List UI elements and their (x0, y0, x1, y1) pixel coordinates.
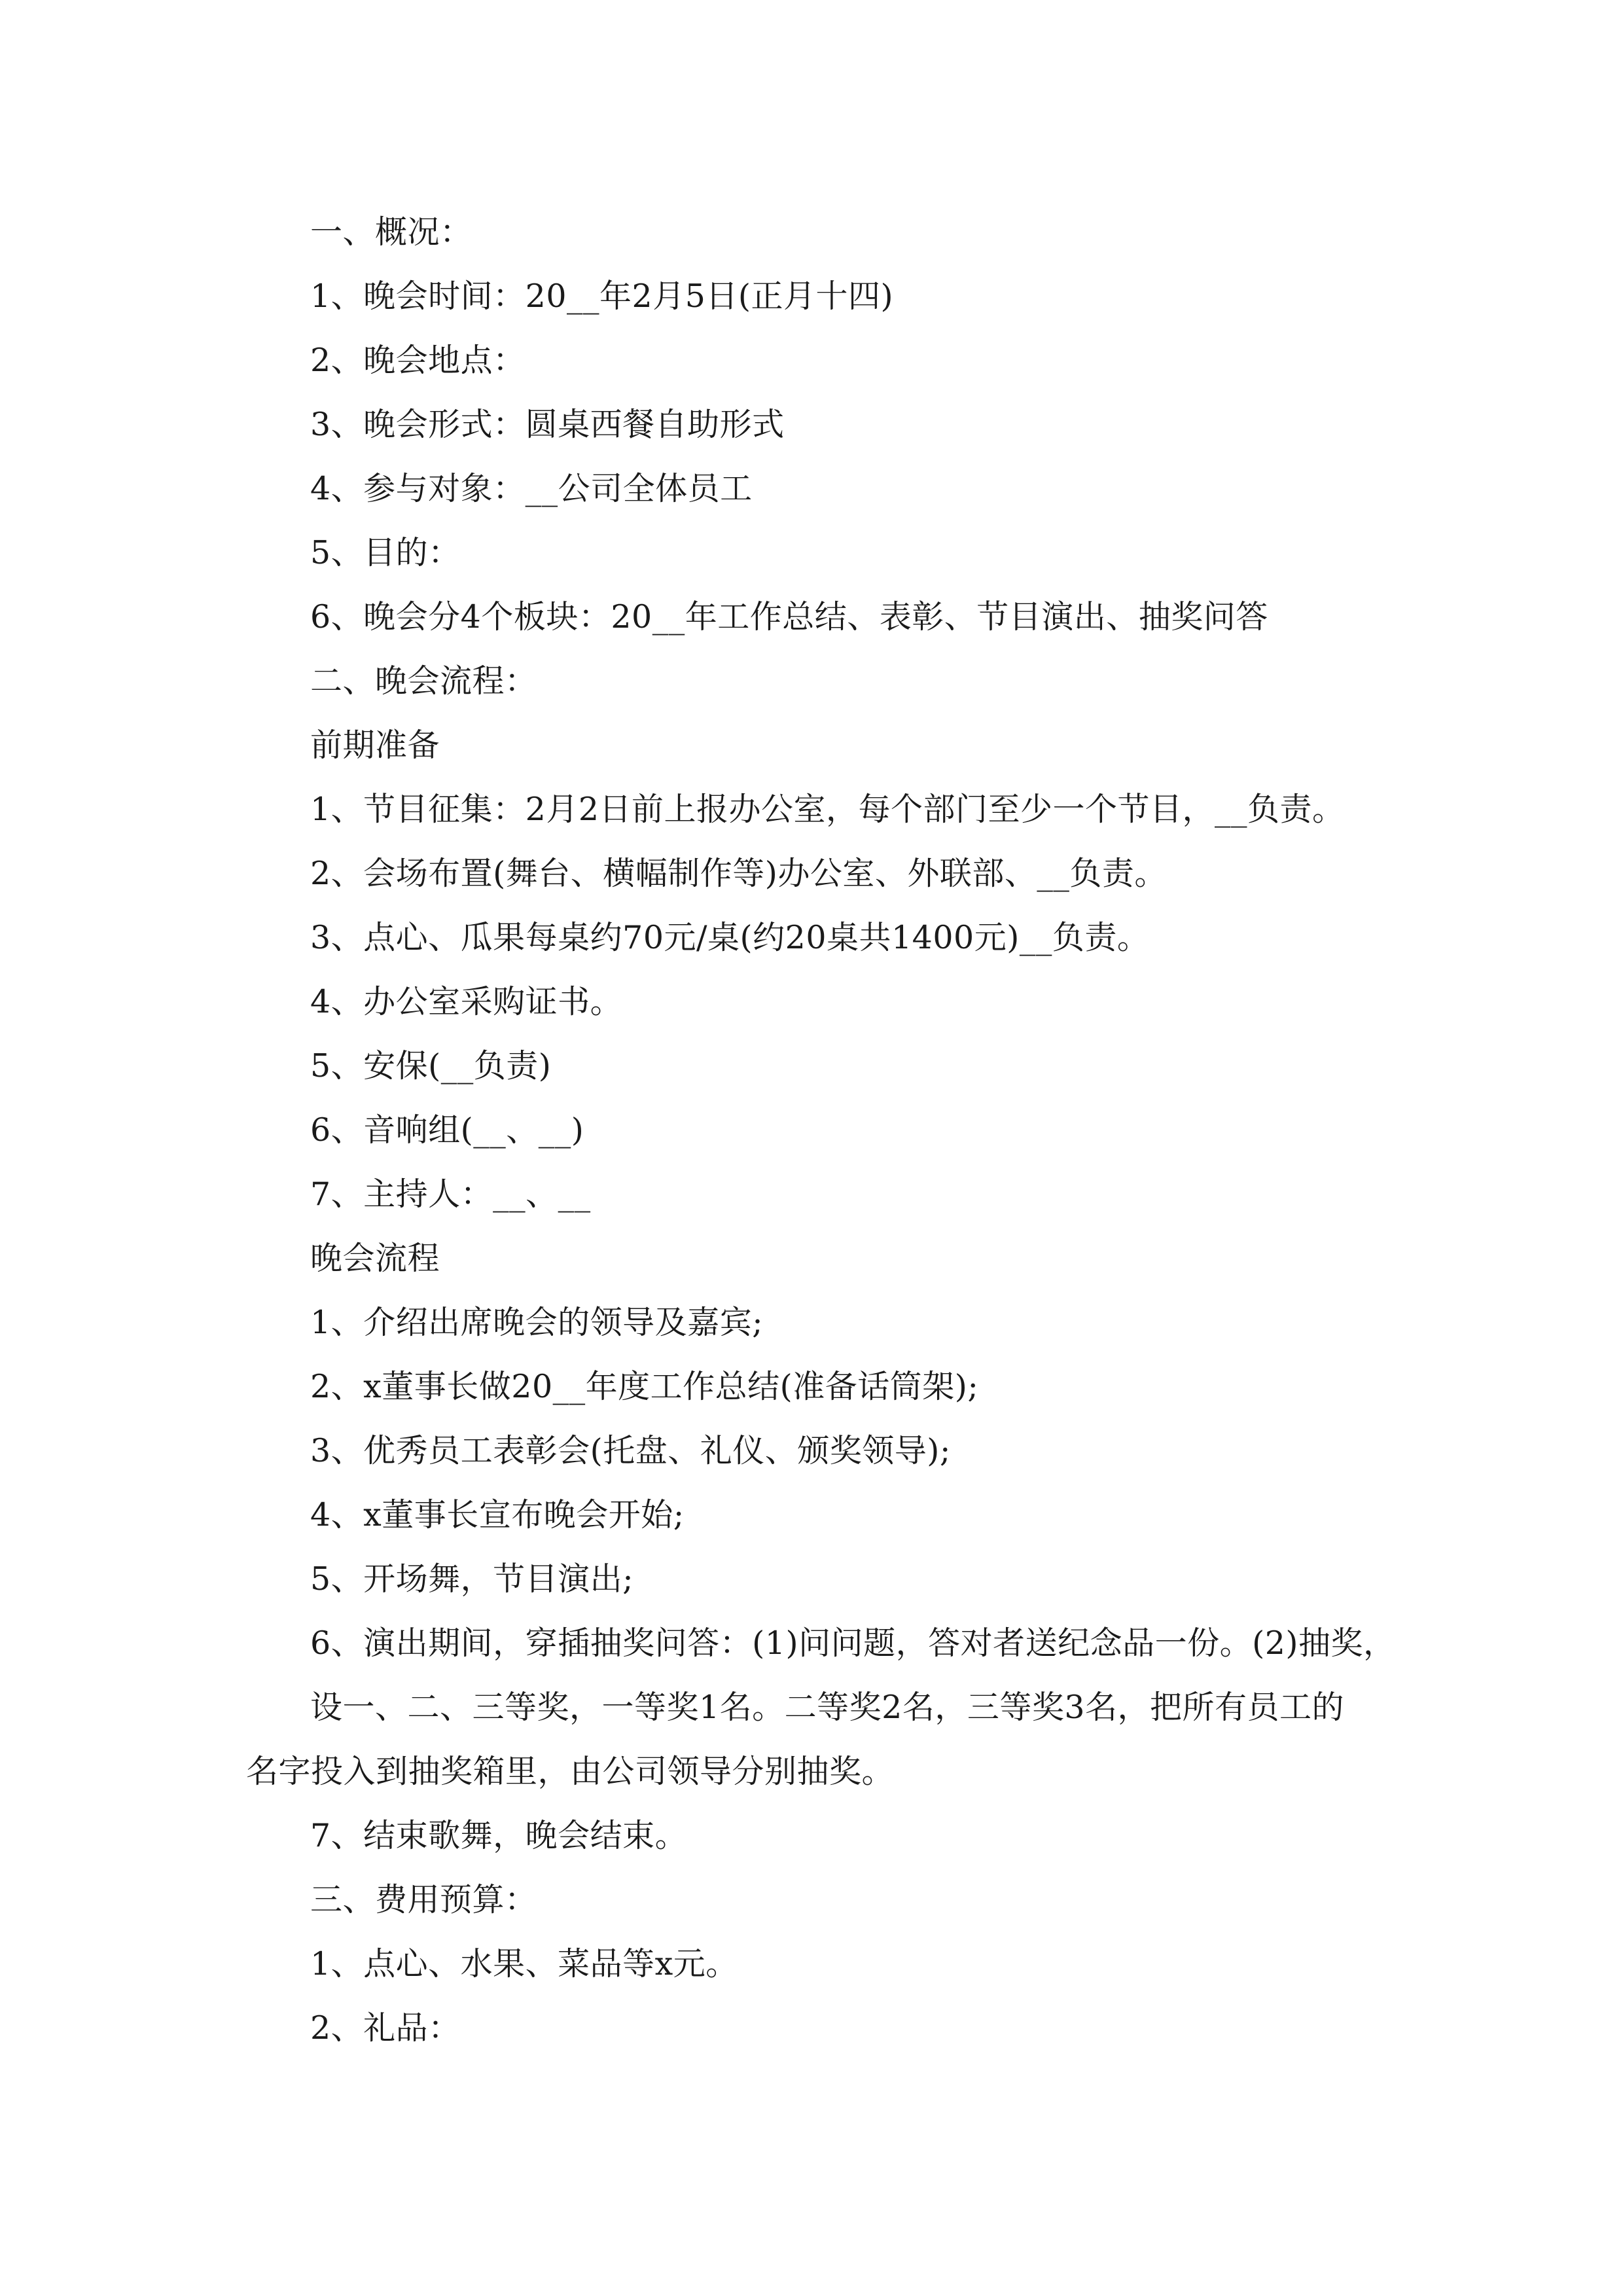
paragraph-line: 3、晚会形式：圆桌西餐自助形式 (310, 406, 785, 443)
paragraph-line-continued: 设一、二、三等奖，一等奖1名。二等奖2名，三等奖3名，把所有员工的 (310, 1689, 1345, 1726)
paragraph-line: 6、演出期间，穿插抽奖问答：(1)问问题，答对者送纪念品一份。(2)抽奖， (310, 1624, 1396, 1662)
section-heading-process: 二、晚会流程： (310, 662, 537, 700)
paragraph-line: 4、x董事长宣布晚会开始; (310, 1496, 685, 1534)
subsection-heading-preparation: 前期准备 (310, 726, 440, 764)
paragraph-line: 3、优秀员工表彰会(托盘、礼仪、颁奖领导); (310, 1432, 951, 1469)
paragraph-line: 2、晚会地点： (310, 342, 526, 379)
paragraph-line: 1、晚会时间：20__年2月5日(正月十四) (310, 278, 894, 315)
section-heading-overview: 一、概况： (310, 213, 473, 251)
paragraph-line: 1、节目征集：2月2日前上报办公室，每个部门至少一个节目，__负责。 (310, 791, 1345, 828)
paragraph-line: 5、开场舞，节目演出; (310, 1560, 634, 1598)
subsection-heading-event-flow: 晚会流程 (310, 1240, 440, 1277)
paragraph-line: 1、点心、水果、菜品等x元。 (310, 1945, 738, 1982)
section-heading-budget: 三、费用预算： (310, 1881, 537, 1918)
paragraph-line: 2、礼品： (310, 2009, 461, 2047)
paragraph-line: 2、x董事长做20__年度工作总结(准备话筒架); (310, 1368, 979, 1405)
paragraph-line: 5、安保(__负责) (310, 1047, 552, 1085)
paragraph-line: 5、目的： (310, 534, 461, 571)
paragraph-line: 1、介绍出席晚会的领导及嘉宾; (310, 1304, 764, 1341)
paragraph-line: 7、主持人：__、__ (310, 1175, 591, 1213)
paragraph-line-continued: 名字投入到抽奖箱里，由公司领导分别抽奖。 (246, 1753, 895, 1790)
paragraph-line: 6、音响组(__、__) (310, 1111, 584, 1149)
paragraph-line: 3、点心、瓜果每桌约70元/桌(约20桌共1400元)__负责。 (310, 919, 1150, 956)
document-body (246, 200, 1423, 2060)
paragraph-line: 4、办公室采购证书。 (310, 983, 623, 1020)
paragraph-line: 6、晚会分4个板块：20__年工作总结、表彰、节目演出、抽奖问答 (310, 598, 1268, 636)
paragraph-line: 7、结束歌舞，晚会结束。 (310, 1817, 688, 1854)
paragraph-line: 2、会场布置(舞台、横幅制作等)办公室、外联部、__负责。 (310, 855, 1167, 892)
paragraph-line: 4、参与对象：__公司全体员工 (310, 470, 753, 507)
